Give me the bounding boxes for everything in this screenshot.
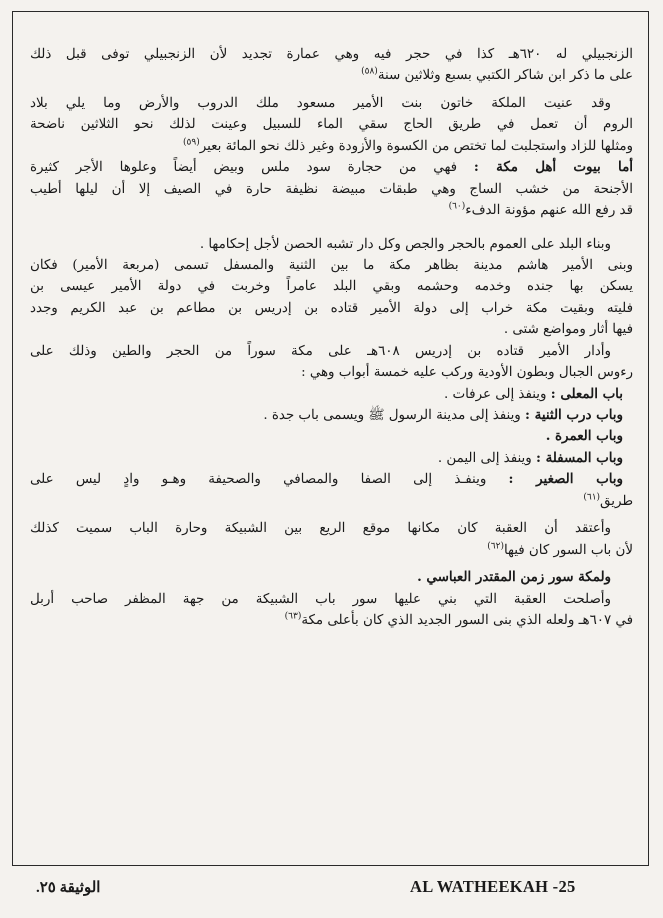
paragraph-4 [30,234,633,341]
footnote-ref: (٦٢) [487,541,504,552]
text-line: رءوس الجبال وبطون الأودية وركب عليه خمسة أبواب وهي : [301,365,633,381]
page-footer [12,868,649,904]
list-item: وباب المسفلة : وينفذ إلى اليمن . [437,449,623,466]
footnote-ref: (٥٨) [361,66,378,77]
gates-list [30,384,633,513]
text-line: وأدار الأمير قتاده بن إدريس ٦٠٨هـ على مكة سوراً من الحجر والطين وذلك على [30,343,611,359]
text-line: فليته وبقيت مكة خراب إلى دولة الأمير قتاده بن إدريس بن مطاعم بن عبد الكريم وجدد [30,300,633,316]
document-body [30,44,633,631]
paragraph-2 [30,93,633,157]
paragraph-8 [30,589,633,632]
text-line: الروم أن تعمل في طريق الحاج سقي الماء للسبيل وعينت لذلك نحو الثلاثين ناضحة [30,117,633,133]
text-line: وبناء البلد على العموم بالحجر والجص وكل دار تشبه الحصن لأجل إحكامها . [199,236,611,252]
paragraph-3 [30,157,633,221]
footnote-ref: (٦٣) [284,611,302,622]
footnote-ref: (٦١) [583,492,601,503]
paragraph-7 [30,567,633,588]
list-item: وباب العمرة . [545,428,623,445]
text-line: على ما ذكر ابن شاكر الكتبي بسبع وثلاثين سنة$^{(٥٨)}$ [361,66,633,84]
text-line: ومثلها للزاد واستجلبت لما تختص من الكسوة والأزودة وغير ذلك نحو المائة بعير$^{(٥٩)}$ [183,137,633,154]
footer-journal-name: AL WATHEEKAH -25 [410,877,576,896]
text-line: وأصلحت العقبة التي بني عليها سور باب الشبيكة من جهة المظفر صاحب أربل [30,591,611,607]
text-line: في ٦٠٧هـ ولعله الذي بنى السور الجديد الذي كان بأعلى مكة$^{(٦٣)}$ [284,611,633,628]
paragraph-6 [30,518,633,561]
text-line: الأجنحة من خشب الساج وهي طبقات مبيضة نظيفة حارة في الصيف إلا أن ليلها أطيب [30,181,633,197]
section-heading: أما بيوت أهل مكة : [473,159,633,176]
paragraph-5 [30,341,633,384]
text-line: وبنى الأمير هاشم مدينة بظاهر مكة ما بين الثنية والمسفل تسمى (مربعة الأمير) فكان [30,257,633,273]
text-line: وأعتقد أن العقبة كان مكانها موقع الريع بين الشبيكة وحارة الباب سميت كذلك [30,521,611,537]
text-line: وقد عنيت الملكة خاتون بنت الأمير مسعود ملك الدروب والأرض وما يلي بلاد [30,95,611,111]
section-heading: ولمكة سور زمن المقتدر العباسي . [417,569,611,586]
text-line: يسكن بها جنده وخدمه وحشمه وبقي البلد عامراً وخربت في دولة الأمير عيسى بن [30,279,633,295]
text-line: لأن باب السور كان فيها$^{(٦٢)}$ [487,541,633,558]
text-line: طريق$^{(٦١)}$ [583,492,633,509]
text-line: قد رفع الله عنهم مؤونة الدفء$^{(٦٠)}$ [448,201,633,219]
list-item: وباب درب الثنية : وينفذ إلى مدينة الرسول ﷺ ويسمى باب جدة . [263,407,623,423]
footnote-ref: (٦٠) [448,201,466,212]
footer-arabic-name: الوثيقة ٢٥. [36,880,101,896]
paragraph-1 [30,44,633,87]
text-line [30,567,633,588]
text-line: الزنجبيلي له ٦٢٠هـ كذا في حجر فيه وهي عمارة تجديد لأن الزنجبيلي توفى قبل ذلك [30,47,633,62]
footnote-ref: (٥٩) [183,137,200,148]
list-item: وباب الصغير : وينفـذ إلى الصفا والمصافي والصحيفة وهـو وادٍ ليس على [30,471,623,488]
text-line: أما بيوت أهل مكة : فهي من حجارة سود ملس وبيض أيضاً وعلوها الأجر كثيرة [30,159,633,176]
text-line: فيها أثار ومواضع شتى . [503,322,633,338]
list-item: باب المعلى : وينفذ إلى عرفات . [443,385,623,402]
